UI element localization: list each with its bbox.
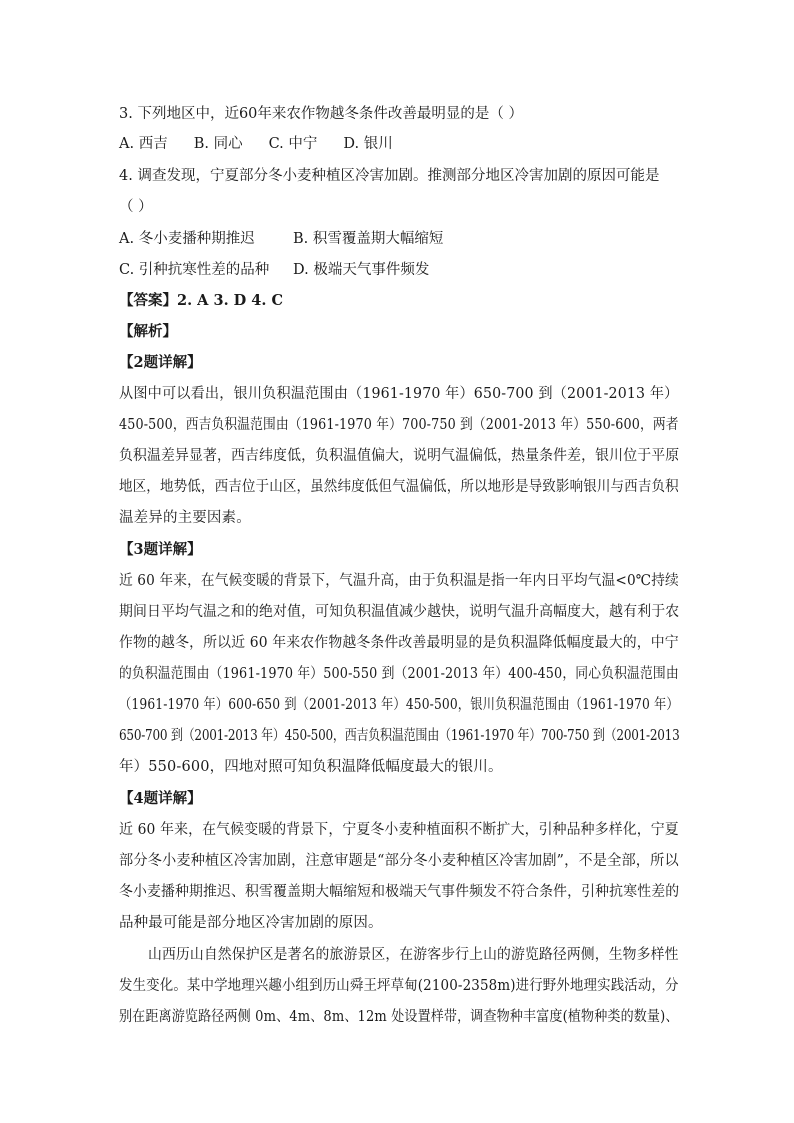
detail-3-line: 期间日平均气温之和的绝对值，可知负积温值减少越快，说明气温升高幅度大，越有利于农 <box>119 604 680 620</box>
detail-4-line: 近 60 年来，在气候变暖的背景下，宁夏冬小麦种植面积不断扩大，引种品种多样化，宁夏 <box>119 822 679 838</box>
question-4-stem: 4. 调查发现，宁夏部分冬小麦种植区冷害加剧。推测部分地区冷害加剧的原因可能是 <box>119 168 660 184</box>
answer-line: 【答案】2. A 3. D 4. C <box>119 292 284 309</box>
question-3-options <box>119 134 679 154</box>
passage-line: 别在距离游览路径两侧 0m、4m、8m、12m 处设置样带，调查物种丰富度(植物种类的数量)、 <box>119 1009 679 1025</box>
q3-option-c: C. 中宁 <box>268 136 318 152</box>
q4-option-a: A. 冬小麦播种期推迟 <box>119 231 255 247</box>
question-3-stem: 3. 下列地区中，近60年来农作物越冬条件改善最明显的是（ ） <box>119 106 524 122</box>
q4-option-d: D. 极端天气事件频发 <box>293 262 430 278</box>
q4-option-c: C. 引种抗寒性差的品种 <box>119 262 270 278</box>
passage-line: 山西历山自然保护区是著名的旅游景区，在游客步行上山的游览路径两侧，生物多样性 <box>148 947 679 963</box>
detail-3-line: 的负积温范围由（1961-1970 年）500-550 到（2001-2013 年）400-450，同心负积温范围由 <box>119 666 679 682</box>
question-4-options-row1 <box>119 229 679 249</box>
analysis-heading: 【解析】 <box>119 323 177 340</box>
question-4-stem-cont: （ ） <box>119 199 153 215</box>
detail-4-line: 部分冬小麦种植区冷害加剧，注意审题是“部分冬小麦种植区冷害加剧”，不是全部，所以 <box>119 853 679 869</box>
detail-4-line: 品种最可能是部分地区冷害加剧的原因。 <box>119 915 383 931</box>
q4-option-b: B. 积雪覆盖期大幅缩短 <box>293 231 444 247</box>
detail-2-line: 450-500，西吉负积温范围由（1961-1970 年）700-750 到（2001-2013 年）550-600，两者 <box>119 417 679 433</box>
q3-option-b: B. 同心 <box>193 136 243 152</box>
detail-3-line: 650-700 到（2001-2013 年）450-500，西吉负积温范围由（1961-1970 年）700-750 到（2001-2013 <box>119 728 680 744</box>
detail-3-line: 近 60 年来，在气候变暖的背景下，气温升高，由于负积温是指一年内日平均气温<0℃持续 <box>119 573 679 589</box>
detail-2-heading: 【2题详解】 <box>119 354 202 371</box>
detail-3-line: 年）550-600，四地对照可知负积温降低幅度最大的银川。 <box>119 759 503 775</box>
detail-3-heading: 【3题详解】 <box>119 541 202 558</box>
q3-option-a: A. 西吉 <box>119 136 168 152</box>
detail-4-heading: 【4题详解】 <box>119 790 202 807</box>
detail-3-line: 作物的越冬，所以近 60 年来农作物越冬条件改善最明显的是负积温降低幅度最大的，中宁 <box>119 635 679 651</box>
question-4-options-row2 <box>119 260 679 280</box>
detail-2-line: 负积温差异显著，西吉纬度低，负积温值偏大，说明气温偏低，热量条件差，银川位于平原 <box>119 448 680 464</box>
q3-option-d: D. 银川 <box>343 136 393 152</box>
detail-2-line: 地区，地势低，西吉位于山区，虽然纬度低但气温偏低，所以地形是导致影响银川与西吉负积 <box>119 479 679 495</box>
detail-3-line: （1961-1970 年）600-650 到（2001-2013 年）450-500，银川负积温范围由（1961-1970 年） <box>119 697 679 713</box>
passage-line: 发生变化。某中学地理兴趣小组到历山舜王坪草甸(2100-2358m)进行野外地理实践活动，分 <box>119 978 679 994</box>
detail-2-line: 温差异的主要因素。 <box>119 510 251 526</box>
detail-4-line: 冬小麦播种期推迟、积雪覆盖期大幅缩短和极端天气事件频发不符合条件，引种抗寒性差的 <box>119 884 680 900</box>
detail-2-line: 从图中可以看出，银川负积温范围由（1961-1970 年）650-700 到（2001-2013 年） <box>119 386 679 402</box>
